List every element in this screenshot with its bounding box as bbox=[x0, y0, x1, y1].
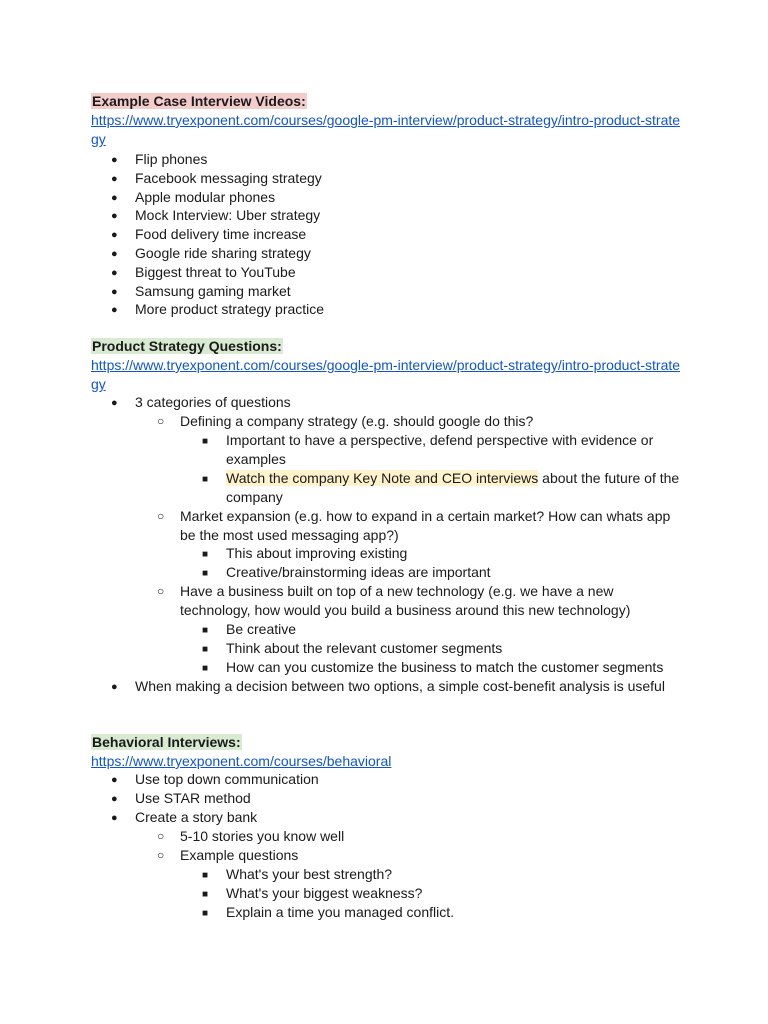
list-item: When making a decision between two options, a simple cost-benefit analysis is useful bbox=[135, 678, 665, 694]
bullet-l1: ● bbox=[111, 812, 118, 824]
list-item: Facebook messaging strategy bbox=[135, 170, 322, 186]
bullet-l1: ● bbox=[111, 210, 118, 222]
bullet-l1: ● bbox=[111, 154, 118, 166]
bullet-l3: ■ bbox=[202, 908, 209, 919]
bullet-l1: ● bbox=[111, 229, 118, 241]
list-item-continued: technology, how would you build a business around this new technology) bbox=[180, 602, 631, 618]
product-strategy-heading: Product Strategy Questions: bbox=[92, 338, 282, 354]
bullet-l2: ○ bbox=[157, 509, 165, 523]
list-item: Use STAR method bbox=[135, 790, 251, 806]
list-item: Use top down communication bbox=[135, 771, 319, 787]
list-item-continued: be the most used messaging app?) bbox=[180, 527, 399, 543]
bullet-l1: ● bbox=[111, 681, 118, 693]
list-item: More product strategy practice bbox=[135, 301, 325, 317]
behavioral-heading: Behavioral Interviews: bbox=[92, 734, 241, 750]
list-item: This about improving existing bbox=[226, 545, 408, 561]
list-item: Mock Interview: Uber strategy bbox=[135, 207, 321, 223]
example-case-heading: Example Case Interview Videos: bbox=[92, 93, 306, 109]
bullet-l1: ● bbox=[111, 286, 118, 298]
bullet-l1: ● bbox=[111, 397, 118, 409]
list-item: Example questions bbox=[180, 847, 299, 863]
list-item: 3 categories of questions bbox=[135, 394, 291, 410]
bullet-l3: ■ bbox=[202, 625, 209, 636]
list-item: Biggest threat to YouTube bbox=[135, 264, 296, 280]
highlighted-text: Watch the company Key Note and CEO interviews bbox=[226, 470, 539, 486]
bullet-l3: ■ bbox=[202, 474, 209, 485]
list-item: What's your biggest weakness? bbox=[226, 885, 423, 901]
list-item-continued: examples bbox=[226, 451, 286, 467]
bullet-l1: ● bbox=[111, 774, 118, 786]
bullet-l2: ○ bbox=[157, 584, 165, 598]
list-item: Apple modular phones bbox=[135, 189, 276, 205]
bullet-l1: ● bbox=[111, 248, 118, 260]
list-item: 5-10 stories you know well bbox=[180, 828, 345, 844]
bullet-l3: ■ bbox=[202, 568, 209, 579]
bullet-l1: ● bbox=[111, 304, 118, 316]
bullet-l3: ■ bbox=[202, 870, 209, 881]
bullet-l1: ● bbox=[111, 173, 118, 185]
bullet-l2: ○ bbox=[157, 414, 165, 428]
list-item: Create a story bank bbox=[135, 809, 258, 825]
bullet-l3: ■ bbox=[202, 549, 209, 560]
bullet-l2: ○ bbox=[157, 829, 165, 843]
bullet-l3: ■ bbox=[202, 436, 209, 447]
list-item: Samsung gaming market bbox=[135, 283, 291, 299]
bullet-l1: ● bbox=[111, 267, 118, 279]
list-item: What's your best strength? bbox=[226, 866, 393, 882]
list-item: Creative/brainstorming ideas are important bbox=[226, 564, 491, 580]
list-item: Food delivery time increase bbox=[135, 226, 307, 242]
bullet-l3: ■ bbox=[202, 644, 209, 655]
bullet-l1: ● bbox=[111, 192, 118, 204]
bullet-l3: ■ bbox=[202, 889, 209, 900]
list-item: Market expansion (e.g. how to expand in a certain market? How can whats app bbox=[180, 508, 671, 524]
product-strategy-link[interactable]: https://www.tryexponent.com/courses/google-pm-interview/product-strategy/intro-product-strate gy bbox=[91, 357, 681, 392]
list-item: Google ride sharing strategy bbox=[135, 245, 311, 261]
bullet-l1: ● bbox=[111, 793, 118, 805]
list-item: Important to have a perspective, defend perspective with evidence or bbox=[226, 432, 654, 448]
bullet-l3: ■ bbox=[202, 663, 209, 674]
list-item: How can you customize the business to match the customer segments bbox=[226, 659, 664, 675]
bullet-l2: ○ bbox=[157, 848, 165, 862]
behavioral-link[interactable]: https://www.tryexponent.com/courses/behavioral bbox=[91, 753, 392, 769]
list-item: Have a business built on top of a new technology (e.g. we have a new bbox=[180, 583, 614, 599]
list-item: Defining a company strategy (e.g. should google do this? bbox=[180, 413, 534, 429]
list-item: Explain a time you managed conflict. bbox=[226, 904, 455, 920]
example-case-link[interactable]: https://www.tryexponent.com/courses/google-pm-interview/product-strategy/intro-product-strate gy bbox=[91, 112, 681, 147]
list-item: Flip phones bbox=[135, 151, 208, 167]
list-item: Think about the relevant customer segments bbox=[226, 640, 503, 656]
list-item: Be creative bbox=[226, 621, 297, 637]
list-item: Watch the company Key Note and CEO interviews about the future of the bbox=[226, 470, 680, 486]
list-item-continued: company bbox=[226, 489, 283, 505]
